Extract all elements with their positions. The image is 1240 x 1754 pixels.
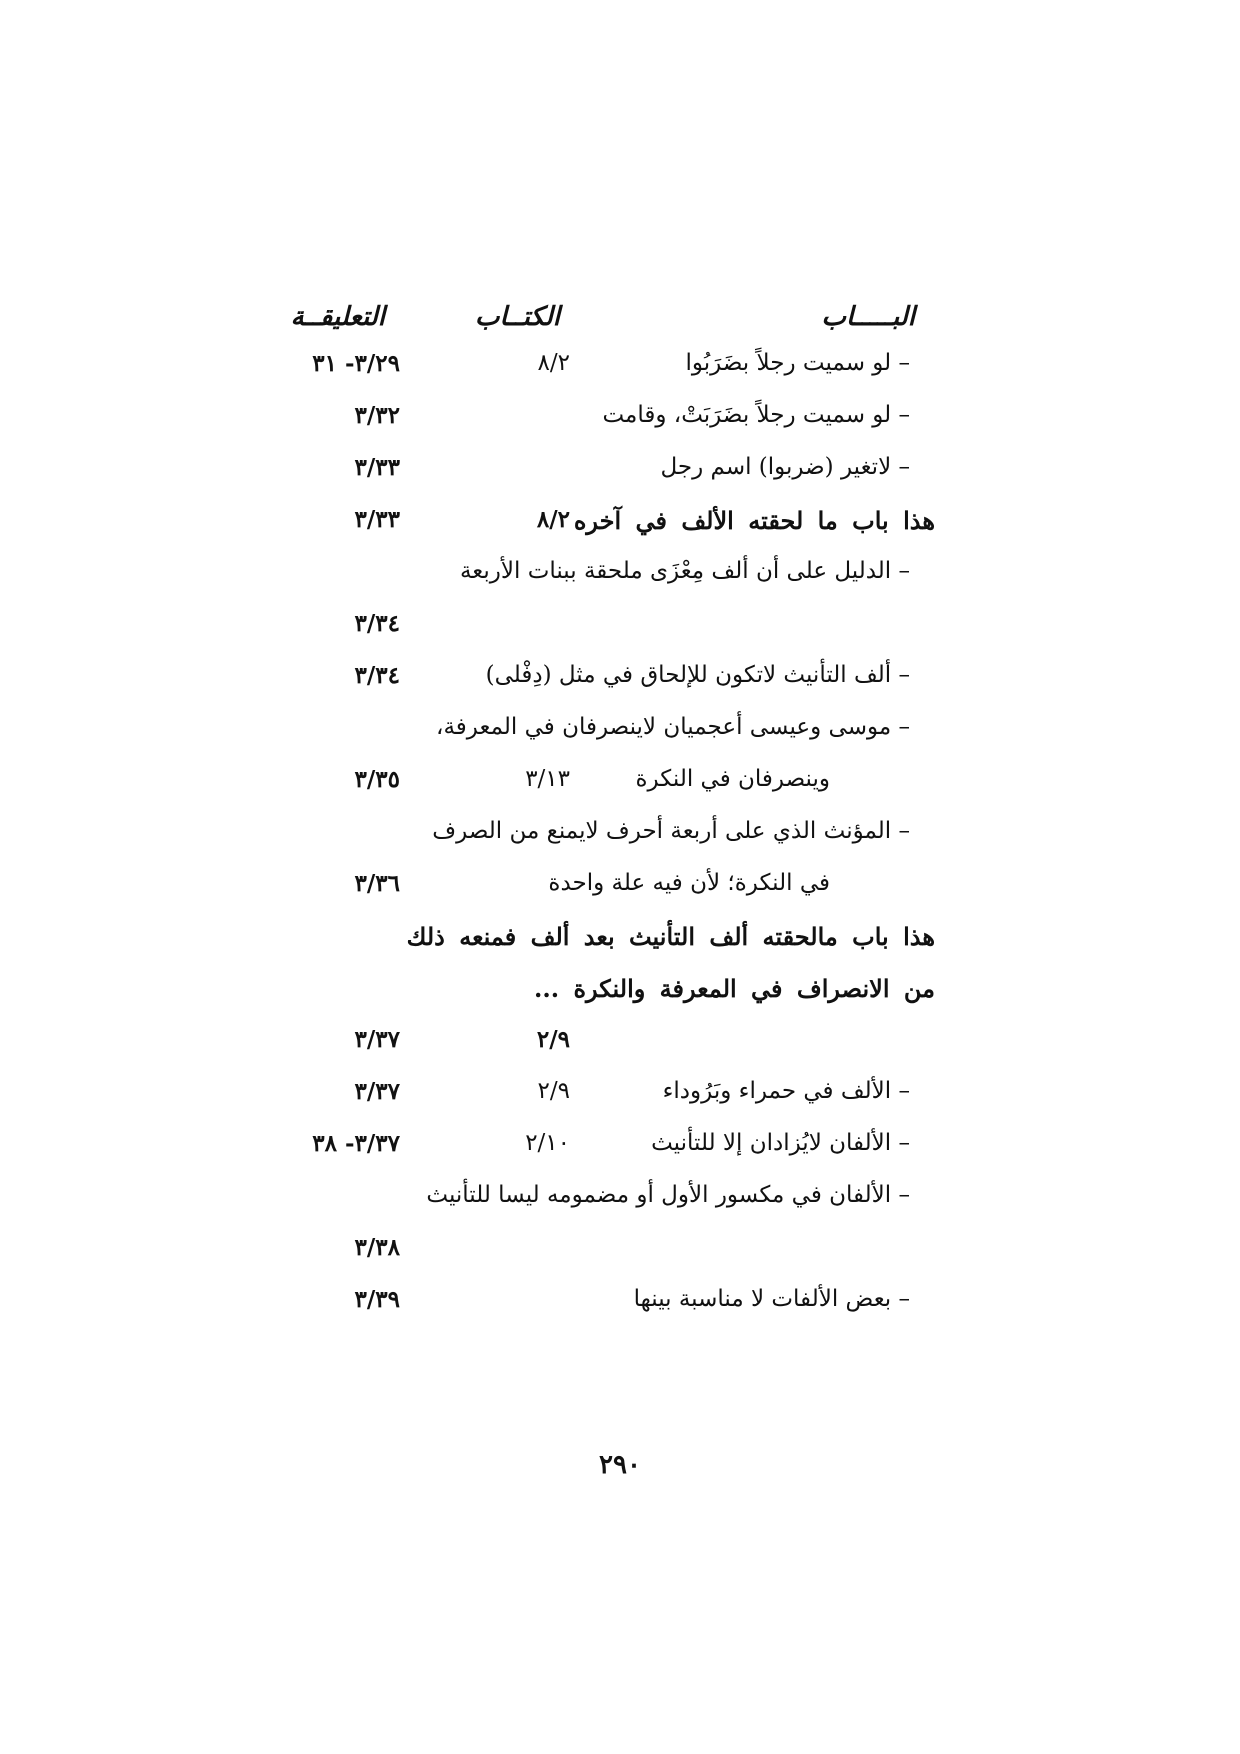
section-heading: هذا باب ما لحقته الألف في آخره [573,506,935,535]
taliqa-ref: ٣/٣٦ [354,870,400,897]
index-row-heading [0,974,1240,1014]
index-row [0,1234,1240,1274]
index-row [0,714,1240,754]
kitab-ref: ٨/٢ [537,350,570,376]
taliqa-ref: ٣/٣٧- ٣٨ [312,1130,400,1157]
taliqa-ref: ٣/٣٨ [354,1234,400,1261]
index-row [0,1130,1240,1170]
kitab-ref: ٣/١٣ [525,766,570,792]
taliqa-ref: ٣/٣٣ [354,506,400,533]
entry-text: – ألف التأنيث لاتكون للإلحاق في مثل (دِفْلى) [485,662,910,688]
index-row [0,818,1240,858]
index-row [0,402,1240,442]
index-row [0,454,1240,494]
taliqa-ref: ٣/٣٤ [354,610,400,637]
index-row-heading [0,922,1240,962]
taliqa-ref: ٣/٣٥ [354,766,400,793]
taliqa-ref: ٣/٣٩ [354,1286,400,1313]
index-row [0,766,1240,806]
page-number: ٢٩٠ [599,1450,641,1480]
kitab-ref: ٨/٢ [536,506,570,533]
index-row [0,350,1240,390]
column-header-kitab: الكتــاب [475,302,560,332]
column-header-bab: البـــــاب [821,302,915,332]
entry-text: – الألفان لايُزادان إلا للتأنيث [651,1130,910,1156]
index-row [0,662,1240,702]
entry-text: – الألفان في مكسور الأول أو مضمومه ليسا للتأنيث [426,1182,910,1208]
taliqa-ref: ٣/٣٤ [354,662,400,689]
index-row [0,870,1240,910]
index-row [0,1078,1240,1118]
entry-text: – لاتغير (ضربوا) اسم رجل [660,454,910,480]
entry-text: – المؤنث الذي على أربعة أحرف لايمنع من الصرف [432,818,910,844]
entry-text: – الدليل على أن ألف مِعْزَى ملحقة ببنات الأربعة [459,558,910,584]
section-heading: من الانصراف في المعرفة والنكرة ... [534,974,935,1003]
taliqa-ref: ٣/٣٣ [354,454,400,481]
kitab-ref: ٢/٩ [537,1078,570,1104]
index-row [0,610,1240,650]
index-row [0,558,1240,598]
kitab-ref: ٢/١٠ [525,1130,570,1156]
kitab-ref: ٢/٩ [536,1026,570,1053]
index-row-heading [0,506,1240,546]
entry-text: – موسى وعيسى أعجميان لاينصرفان في المعرفة، [436,714,910,740]
index-row [0,1182,1240,1222]
index-row [0,1286,1240,1326]
column-header-taliqa: التعليقــة [290,302,385,332]
entry-text: في النكرة؛ لأن فيه علة واحدة [548,870,830,896]
section-heading: هذا باب مالحقته ألف التأنيث بعد ألف فمنعه ذلك [406,922,935,951]
taliqa-ref: ٣/٣٧ [354,1078,400,1105]
entry-text: وينصرفان في النكرة [635,766,830,792]
index-row [0,1026,1240,1066]
taliqa-ref: ٣/٣٧ [354,1026,400,1053]
entry-text: – بعض الألفات لا مناسبة بينها [633,1286,910,1312]
entry-text: – لو سميت رجلاً بضَرَبُوا [685,350,910,376]
taliqa-ref: ٣/٣٢ [354,402,400,429]
entry-text: – الألف في حمراء وبَرُوداء [662,1078,910,1104]
taliqa-ref: ٣/٢٩- ٣١ [312,350,400,377]
entry-text: – لو سميت رجلاً بضَرَبَتْ، وقامت [602,402,910,428]
